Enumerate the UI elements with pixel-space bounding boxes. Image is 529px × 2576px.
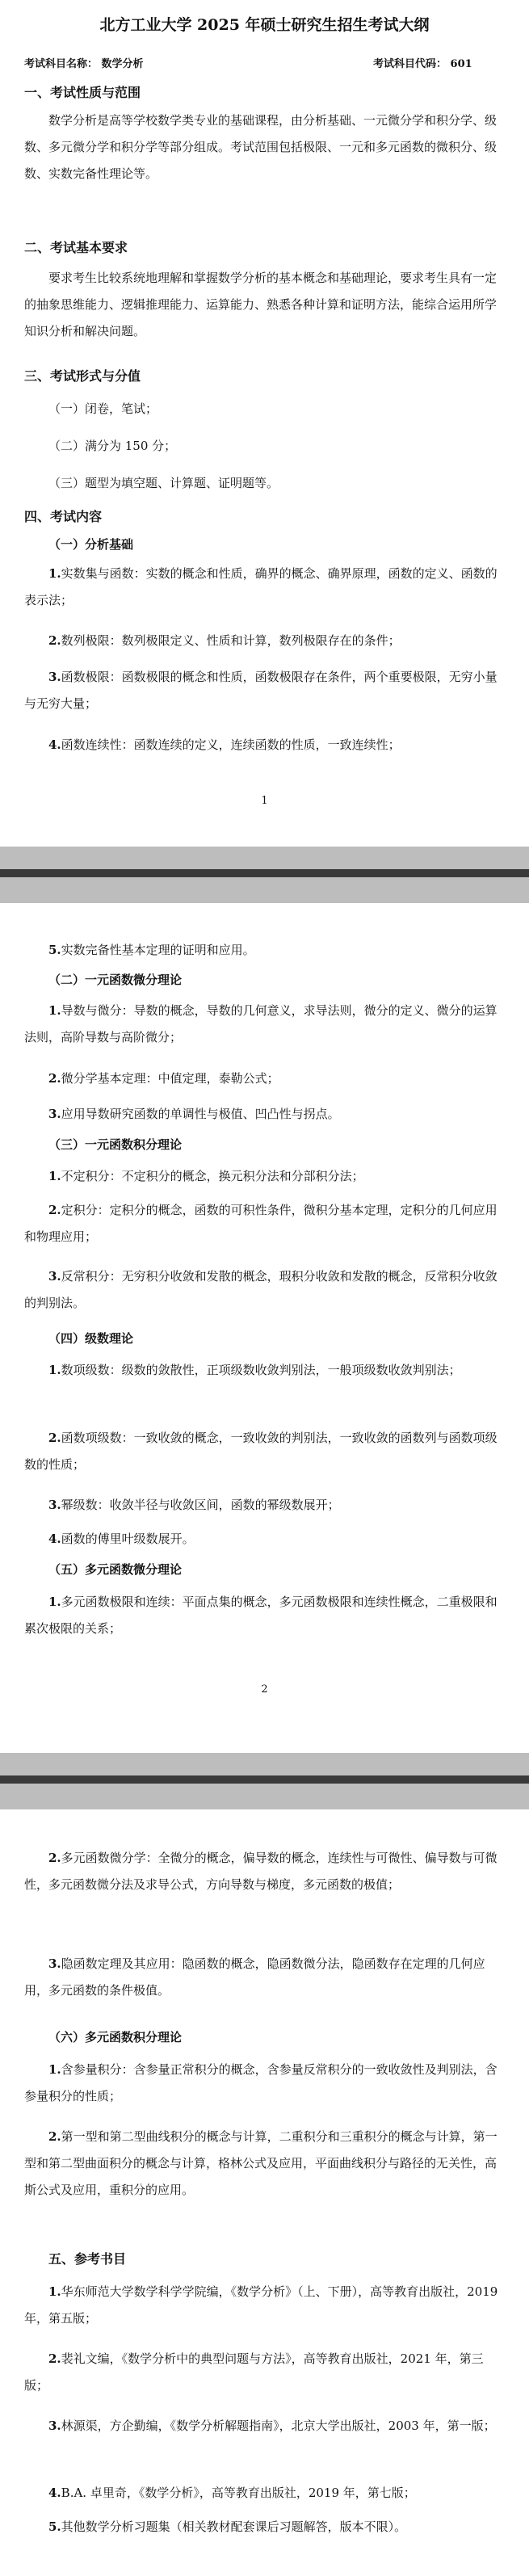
content-item: 4.函数连续性：函数连续的定义，连续函数的性质，一致连续性； [48,738,401,752]
content-item: 3.反常积分：无穷积分收敛和发散的概念，瑕积分收敛和发散的概念，反常积分收敛的判别法。 [24,1269,498,1310]
content-item: 3.隐函数定理及其应用：隐函数的概念，隐函数微分法，隐函数存在定理的几何应用，多元函数的条件极值。 [24,1956,485,1998]
section-1-body: 数学分析是高等学校数学类专业的基础课程，由分析基础、一元微分学和积分学、级数、多元微分学和积分学等部分组成。考试范围包括极限、一元和多元函数的微积分、级数、实数完备性理论等。 [24,113,498,181]
exam-subject-code: 考试科目代码： 601 [373,58,472,70]
content-item: 2.多元函数微分学：全微分的概念，偏导数的概念，连续性与可微性、偏导数与可微性，多元函数微分法及求导公式，方向导数与梯度，多元函数的极值； [24,1851,498,1892]
content-item: 1.多元函数极限和连续：平面点集的概念，多元函数极限和连续性概念，二重极限和累次极限的关系； [24,1595,498,1636]
content-item: 2.数列极限：数列极限定义、性质和计算，数列极限存在的条件； [48,633,401,648]
exam-form-item: （一）闭卷，笔试； [48,401,158,416]
content-item: 1.不定积分：不定积分的概念，换元积分法和分部积分法； [48,1169,364,1183]
reference-item: 1.华东师范大学数学科学学院编，《数学分析》（上、下册），高等教育出版社，2019 年，第五版； [24,2284,498,2326]
subsection-title: （六）多元函数积分理论 [48,2030,183,2044]
section-title-1: 一、考试性质与范围 [24,85,141,100]
subsection-title: （二）一元函数微分理论 [48,973,183,987]
exam-subject-name: 考试科目名称： 数学分析 [24,58,144,70]
content-item: 2.第一型和第二型曲线积分的概念与计算，二重积分和三重积分的概念与计算，第一型和第二型曲面积分的概念与计算，格林公式及应用，平面曲线积分与路径的无关性，高斯公式及应用，重积分的应用。 [24,2129,498,2197]
content-item: 2.函数项级数：一致收敛的概念，一致收敛的判别法，一致收敛的函数列与函数项级数的性质； [24,1431,498,1472]
reference-item: 3.林源渠，方企勤编，《数学分析解题指南》，北京大学出版社，2003 年，第一版； [48,2418,496,2433]
content-item: 1.数项级数：级数的敛散性，正项级数收敛判别法，一般项级数收敛判别法； [48,1363,461,1377]
page-number: 1 [261,795,268,807]
section-title-2: 二、考试基本要求 [24,240,128,255]
exam-form-item: （三）题型为填空题、计算题、证明题等。 [48,476,279,490]
exam-form-item: （二）满分为 150 分； [48,439,177,453]
subsection-title: （五）多元函数微分理论 [48,1562,183,1577]
page-separator [0,847,529,903]
subsection-title: （三）一元函数积分理论 [48,1137,183,1152]
content-item: 1.导数与微分：导数的概念，导数的几何意义，求导法则，微分的定义、微分的运算法则，高阶导数与高阶微分； [24,1003,498,1044]
reference-item: 2.裴礼文编，《数学分析中的典型问题与方法》，高等教育出版社，2021 年，第三版； [24,2351,484,2393]
content-item: 3.幂级数：收敛半径与收敛区间，函数的幂级数展开； [48,1498,340,1512]
content-item: 1.实数集与函数：实数的概念和性质，确界的概念、确界原理，函数的定义、函数的表示法； [24,566,498,607]
content-item: 3.应用导数研究函数的单调性与极值、凹凸性与拐点。 [48,1107,340,1121]
section-2-body: 要求考生比较系统地理解和掌握数学分析的基本概念和基础理论，要求考生具有一定的抽象思维能力、逻辑推理能力、运算能力、熟悉各种计算和证明方法，能综合运用所学知识分析和解决问题。 [24,271,498,338]
section-title-5: 五、参考书目 [48,2251,127,2267]
content-item: 2.定积分：定积分的概念，函数的可积性条件，微积分基本定理，定积分的几何应用和物理应用； [24,1203,498,1244]
reference-item: 5.其他数学分析习题集（相关教材配套课后习题解答，版本不限）。 [48,2519,407,2534]
page-3 [0,1809,529,2576]
page-separator [0,1753,529,1809]
content-item: 2.微分学基本定理：中值定理，泰勒公式； [48,1071,279,1086]
content-item: 4.函数的傅里叶级数展开。 [48,1532,195,1546]
reference-item: 4.B.A. 卓里奇，《数学分析》，高等教育出版社，2019 年，第七版； [48,2486,416,2500]
content-item: 5.实数完备性基本定理的证明和应用。 [48,943,255,957]
section-title-3: 三、考试形式与分值 [24,368,141,384]
page-1 [0,0,529,847]
section-title-4: 四、考试内容 [24,509,103,524]
subsection-title: （一）分析基础 [48,537,134,552]
page-2 [0,903,529,1753]
document-title: 北方工业大学 2025 年硕士研究生招生考试大纲 [99,16,430,34]
subsection-title: （四）级数理论 [48,1331,134,1346]
content-item: 1.含参量积分：含参量正常积分的概念，含参量反常积分的一致收敛性及判别法，含参量积分的性质； [24,2062,498,2103]
page-number: 2 [261,1683,268,1696]
content-item: 3.函数极限：函数极限的概念和性质，函数极限存在条件，两个重要极限，无穷小量与无穷大量； [24,670,498,711]
